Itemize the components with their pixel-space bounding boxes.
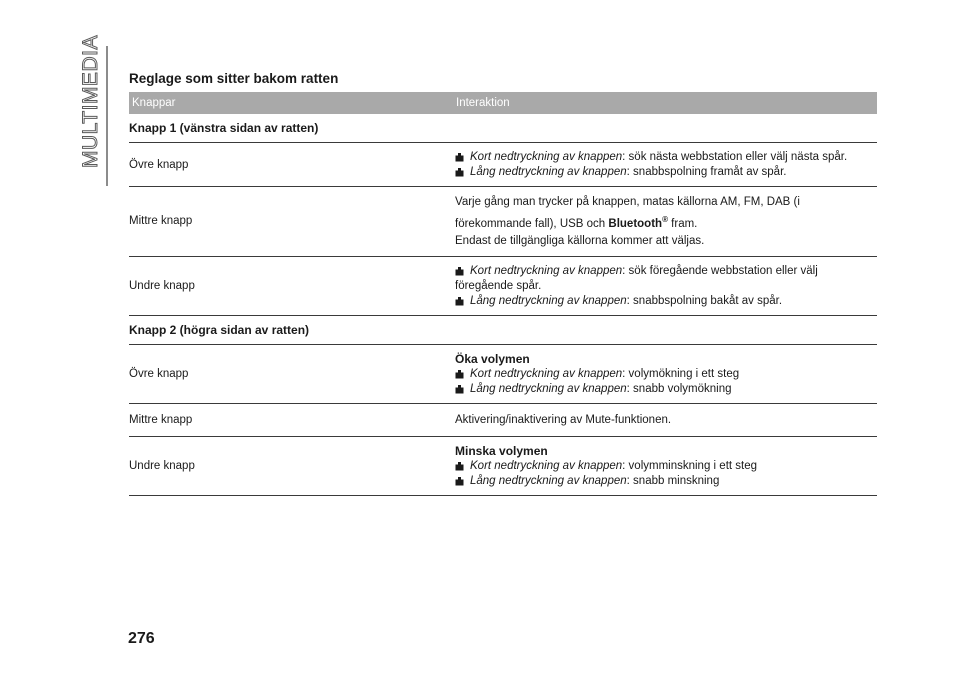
table-row [129,143,877,187]
interaction-cell: Minska volymen Kort nedtryckning av knappen: volymminskning i ett steg Lång nedtryckning av knappen: snabb minskning [445,437,877,495]
controls-table [129,92,877,496]
header-interaction: Interaktion [456,97,510,109]
table-row [129,437,877,496]
group-title-knapp-1: Knapp 1 (vänstra sidan av ratten) [129,114,877,143]
button-name: Undre knapp [129,279,195,292]
button-name: Undre knapp [129,459,195,472]
table-row [129,257,877,316]
press-button-icon [455,153,464,162]
table-row [129,404,877,437]
table-header [129,92,877,114]
interaction-cell: Varje gång man trycker på knappen, matas källorna AM, FM, DAB (i förekommande fall), USB och Bluetooth® fram. Endast de tillgängliga källorna kommer att väljas. [455,196,800,247]
press-button-icon [455,385,464,394]
bluetooth-brand: Bluetooth [608,217,663,230]
table-row [129,345,877,404]
press-button-icon [455,297,464,306]
side-divider-line [106,46,108,186]
side-section-title: MULTIMEDIA [79,35,102,168]
press-button-icon [455,462,464,471]
page-number: 276 [128,630,155,647]
interaction-cell: Aktivering/inaktivering av Mute-funktionen. [455,413,672,426]
button-name: Övre knapp [129,367,189,380]
header-buttons: Knappar [132,97,176,109]
interaction-cell: Öka volymen Kort nedtryckning av knappen: volymökning i ett steg Lång nedtryckning av knappen: snabb volymökning [445,345,877,403]
interaction-cell: Kort nedtryckning av knappen: sök föregående webbstation eller välj föregående spår. Lång nedtryckning av knappen: snabbspolning bakåt av spår. [455,264,818,307]
interaction-heading: Öka volymen [455,351,530,366]
section-title: Reglage som sitter bakom ratten [129,71,339,86]
press-button-icon [455,370,464,379]
press-button-icon [455,267,464,276]
button-name: Övre knapp [129,158,189,171]
table-row [129,187,877,257]
button-name: Mittre knapp [129,215,193,228]
group-title-knapp-2: Knapp 2 (högra sidan av ratten) [129,316,877,345]
interaction-cell: Kort nedtryckning av knappen: sök nästa webbstation eller välj nästa spår. Lång nedtryckning av knappen: snabbspolning framåt av spår. [445,143,877,186]
interaction-heading: Minska volymen [455,443,548,458]
press-button-icon [455,477,464,486]
press-button-icon [455,168,464,177]
button-name: Mittre knapp [129,413,193,426]
